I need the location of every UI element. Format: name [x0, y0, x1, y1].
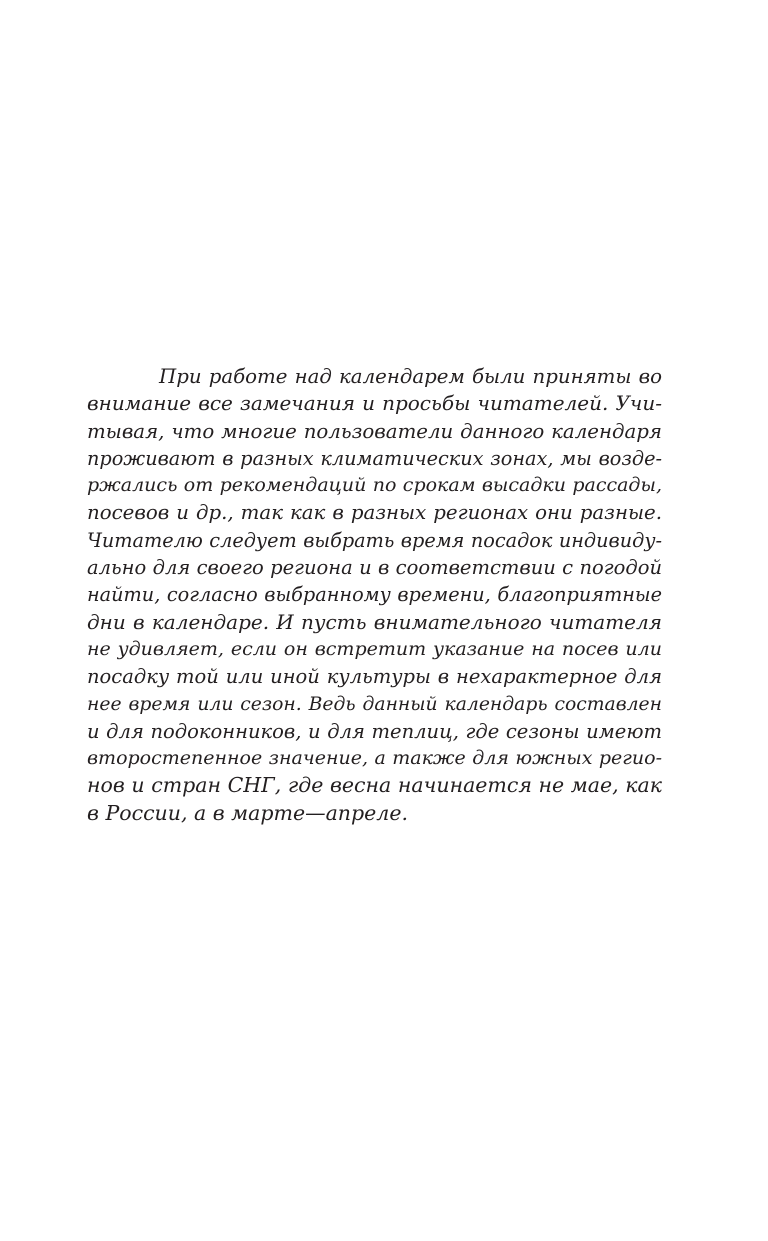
text-line: не удивляет, если он встретит указание на посев или	[87, 637, 662, 660]
text-line: посадку той или иной культуры в нехарактерное для	[87, 665, 662, 689]
text-line: дни в календаре. И пусть внимательного читателя	[87, 609, 662, 634]
text-line: ально для своего региона и в соответствии с погодой	[87, 556, 662, 580]
text-line: тывая, что многие пользователи данного календаря	[87, 419, 662, 443]
text-line: При работе над календарем были приняты во	[159, 365, 662, 388]
text-line: внимание все замечания и просьбы читателей. Учи-	[87, 391, 662, 416]
body-paragraph	[87, 363, 662, 827]
text-line: нов и стран СНГ, где весна начинается не мае, как	[87, 773, 662, 798]
text-line: в России, а в марте—апреле.	[87, 800, 408, 825]
text-line: нее время или сезон. Ведь данный календарь составлен	[87, 693, 662, 715]
text-line: Читателю следует выбрать время посадок индивиду-	[87, 528, 662, 552]
text-line: посевов и др., так как в разных регионах они разные.	[87, 501, 662, 525]
text-line: второстепенное значение, а также для южных регио-	[87, 747, 662, 770]
text-line: и для подоконников, и для теплиц, где сезоны имеют	[87, 719, 662, 743]
text-line: проживают в разных климатических зонах, мы возде-	[87, 446, 662, 470]
text-line: ржались от рекомендаций по срокам высадки рассады,	[87, 474, 662, 497]
text-line: найти, согласно выбранному времени, благоприятные	[87, 583, 662, 607]
